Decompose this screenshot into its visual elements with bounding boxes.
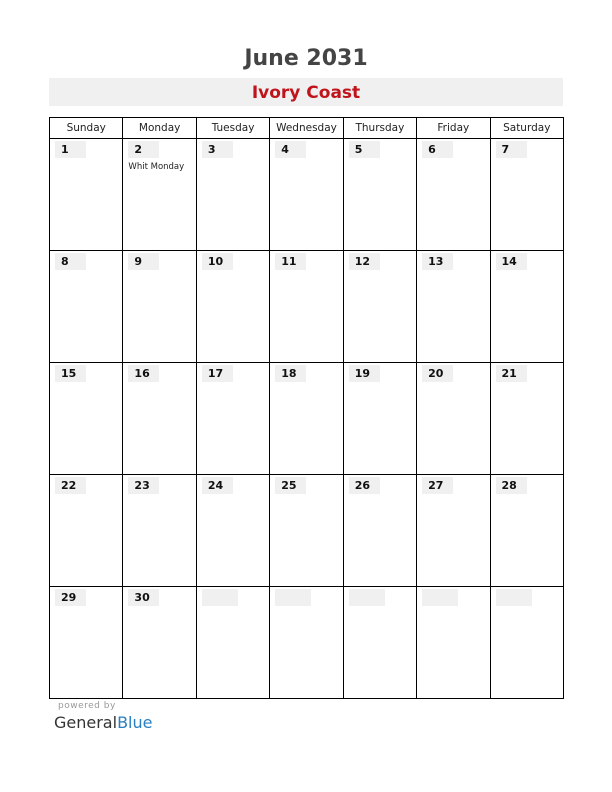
day-number: 22 <box>55 477 86 494</box>
day-number: 18 <box>275 365 306 382</box>
weekday-header: Wednesday <box>270 118 343 139</box>
day-number: 5 <box>349 141 380 158</box>
day-number: 19 <box>349 365 380 382</box>
week-row <box>50 139 564 251</box>
day-number: 10 <box>202 253 233 270</box>
day-number: 7 <box>496 141 527 158</box>
day-cell <box>417 139 490 251</box>
day-number-placeholder <box>202 589 238 606</box>
day-cell <box>343 363 416 475</box>
weekday-header: Friday <box>417 118 490 139</box>
day-number: 30 <box>128 589 159 606</box>
day-number: 29 <box>55 589 86 606</box>
day-number: 27 <box>422 477 453 494</box>
day-cell <box>196 139 269 251</box>
day-number: 12 <box>349 253 380 270</box>
day-number: 13 <box>422 253 453 270</box>
day-cell <box>50 475 123 587</box>
day-number: 6 <box>422 141 453 158</box>
day-number: 20 <box>422 365 453 382</box>
week-row <box>50 587 564 699</box>
day-number: 21 <box>496 365 527 382</box>
day-cell-empty <box>343 587 416 699</box>
weekday-header: Sunday <box>50 118 123 139</box>
day-cell-empty <box>417 587 490 699</box>
day-number: 25 <box>275 477 306 494</box>
day-cell <box>343 139 416 251</box>
day-cell-empty <box>270 587 343 699</box>
day-cell <box>417 251 490 363</box>
day-cell <box>50 363 123 475</box>
day-cell <box>196 475 269 587</box>
day-cell <box>490 475 563 587</box>
day-cell <box>196 363 269 475</box>
day-cell <box>270 363 343 475</box>
country-banner <box>49 78 563 106</box>
brand-general-text: General <box>54 713 118 732</box>
day-number: 4 <box>275 141 306 158</box>
day-cell <box>490 363 563 475</box>
day-cell <box>490 139 563 251</box>
weekday-header-row <box>50 118 564 139</box>
weekday-header: Thursday <box>343 118 416 139</box>
day-number-placeholder <box>275 589 311 606</box>
brand-logo[interactable] <box>54 713 152 732</box>
day-cell <box>490 251 563 363</box>
page-title: June 2031 <box>244 46 368 71</box>
week-row <box>50 475 564 587</box>
day-cell <box>123 587 196 699</box>
day-cell <box>123 475 196 587</box>
day-number-placeholder <box>349 589 385 606</box>
day-cell <box>123 251 196 363</box>
day-cell-empty <box>490 587 563 699</box>
day-number: 11 <box>275 253 306 270</box>
day-number: 23 <box>128 477 159 494</box>
day-number: 16 <box>128 365 159 382</box>
day-cell <box>270 139 343 251</box>
calendar-grid <box>49 117 564 699</box>
weekday-header: Tuesday <box>196 118 269 139</box>
day-number: 1 <box>55 141 86 158</box>
day-cell <box>50 587 123 699</box>
day-number-placeholder <box>422 589 458 606</box>
day-cell <box>196 251 269 363</box>
day-number: 24 <box>202 477 233 494</box>
day-cell <box>417 363 490 475</box>
day-number: 26 <box>349 477 380 494</box>
week-row <box>50 251 564 363</box>
day-number: 15 <box>55 365 86 382</box>
day-cell <box>50 251 123 363</box>
day-cell-empty <box>196 587 269 699</box>
week-row <box>50 363 564 475</box>
day-cell <box>50 139 123 251</box>
day-number: 9 <box>128 253 159 270</box>
day-number: 2 <box>128 141 159 158</box>
day-cell <box>123 363 196 475</box>
holiday-label: Whit Monday <box>128 162 185 172</box>
day-cell <box>417 475 490 587</box>
day-cell <box>343 475 416 587</box>
day-number-placeholder <box>496 589 532 606</box>
brand-blue-text: Blue <box>117 713 153 732</box>
day-number: 14 <box>496 253 527 270</box>
day-cell <box>123 139 196 251</box>
day-cell <box>270 475 343 587</box>
day-number: 8 <box>55 253 86 270</box>
day-number: 3 <box>202 141 233 158</box>
day-cell <box>270 251 343 363</box>
weekday-header: Monday <box>123 118 196 139</box>
day-number: 17 <box>202 365 233 382</box>
day-number: 28 <box>496 477 527 494</box>
powered-by-label: powered by <box>58 701 116 711</box>
weekday-header: Saturday <box>490 118 563 139</box>
country-name: Ivory Coast <box>251 83 361 103</box>
day-cell <box>343 251 416 363</box>
